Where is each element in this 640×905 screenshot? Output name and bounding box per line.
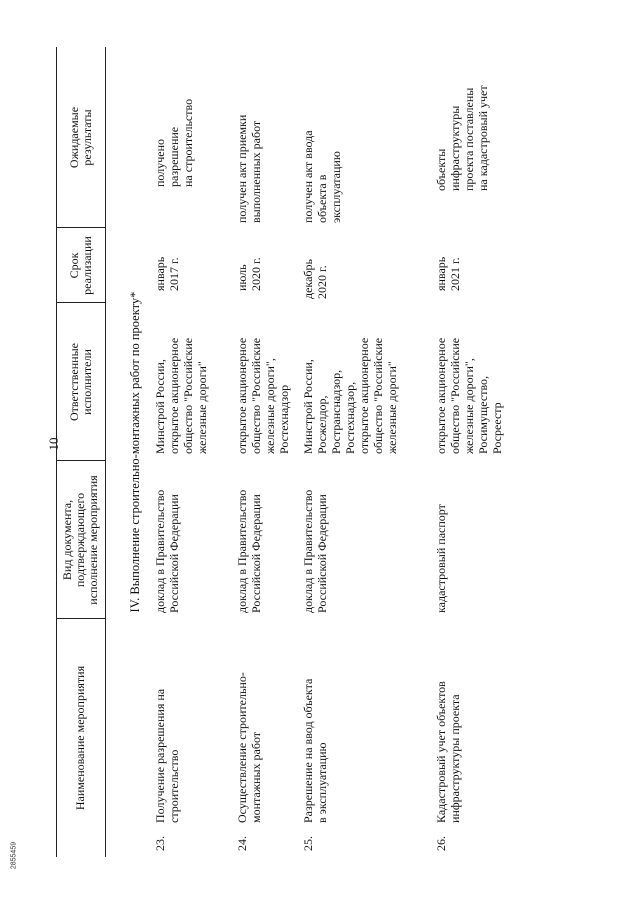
row-deadline: январь 2017 г. xyxy=(153,256,181,291)
row-executors: открытое акционерное общество "Российские железные дороги", Ростехнадзор xyxy=(235,337,291,454)
document-id: 2855459 xyxy=(10,841,18,870)
row-number: 23. xyxy=(153,836,167,851)
row-executors: Минстрой России, Росжелдор, Ространснадзор, Ростехнадзор, открытое акционерное общество "Российские железные дороги" xyxy=(301,337,399,454)
row-document: доклад в Правительство Российской Федерации xyxy=(301,489,329,613)
row-deadline: январь 2021 г. xyxy=(434,256,462,291)
rotated-table xyxy=(56,47,556,857)
row-result: получен акт приемки выполненных работ xyxy=(235,114,263,223)
row-document: кадастровый паспорт xyxy=(434,504,448,613)
table-header-border xyxy=(105,47,106,857)
row-number: 24. xyxy=(235,836,249,851)
row-deadline: декабрь 2020 г. xyxy=(301,259,329,299)
row-document: доклад в Правительство Российской Федерации xyxy=(153,489,181,613)
header-deadline: Срок реализации xyxy=(66,236,94,295)
row-result: получено разрешение на строительство xyxy=(153,98,195,187)
row-number: 26. xyxy=(434,836,448,851)
row-name: Разрешение на ввод объекта в эксплуатацию xyxy=(301,678,329,823)
page-number: 10 xyxy=(46,437,61,451)
row-deadline: июль 2020 г. xyxy=(235,257,263,291)
row-executors: Минстрой России, открытое акционерное общество "Российские железные дороги" xyxy=(153,337,209,454)
header-executors: Ответственные исполнители xyxy=(66,343,94,421)
header-name: Наименование мероприятия xyxy=(73,665,87,811)
row-name: Получение разрешения на строительство xyxy=(153,688,181,823)
row-result: объекты инфраструктуры проекта поставлены на кадастровый учет xyxy=(434,85,490,191)
row-document: доклад в Правительство Российской Федерации xyxy=(235,489,263,613)
section-title: IV. Выполнение строительно-монтажных работ по проекту* xyxy=(128,291,142,613)
header-document: Вид документа, подтверждающего исполнение мероприятия xyxy=(60,475,100,605)
row-name: Осуществление строительно- монтажных работ xyxy=(235,672,263,823)
row-number: 25. xyxy=(301,836,315,851)
header-result: Ожидаемые результаты xyxy=(66,106,94,169)
row-name: Кадастровый учет объектов инфраструктуры проекта xyxy=(434,681,462,823)
row-result: получен акт ввода объекта в эксплуатацию xyxy=(301,130,343,223)
row-executors: открытое акционерное общество "Российские железные дороги", Росимущество, Росреестр xyxy=(434,337,504,454)
